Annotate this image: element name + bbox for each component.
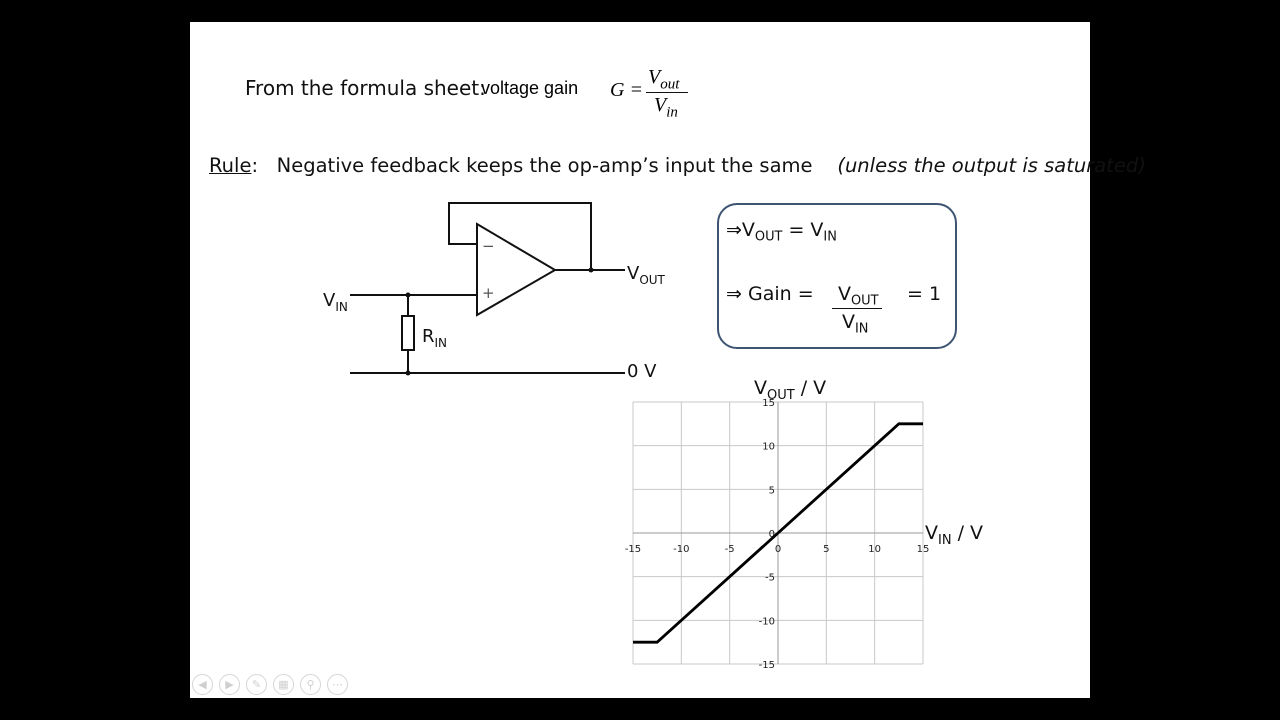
plus-sign: + [482, 284, 495, 302]
gain-result: = 1 [907, 283, 942, 305]
minus-sign: − [482, 237, 495, 255]
feedback-wire [449, 203, 591, 270]
gain-line: ⇒ Gain = [726, 283, 814, 305]
zero-volt-label: 0 V [627, 361, 657, 382]
resistor-rin [402, 316, 414, 350]
slides-icon[interactable]: ▦ [273, 674, 294, 695]
x-tick-label: 10 [868, 544, 882, 555]
input-junction [406, 293, 411, 298]
ground-junction [406, 371, 411, 376]
y-tick-label: -5 [765, 572, 775, 584]
x-tick-label: -15 [624, 544, 642, 555]
rin-label: $R_{IN}$ [422, 326, 448, 350]
formula-numerator: $V_{out}$ [648, 66, 680, 93]
pen-icon[interactable]: ✎ [246, 674, 267, 695]
transfer-chart [610, 370, 1010, 705]
rule-line: Rule: Negative feedback keeps the op-amp’s input the same (unless the output is saturated) [209, 154, 1146, 177]
x-tick-label: -10 [673, 544, 690, 555]
slide [190, 22, 1146, 698]
vout-label: $V_{OUT}$ [627, 263, 665, 287]
vin-label: $V_{IN}$ [323, 290, 348, 314]
voltage-gain-label: voltage gain [481, 78, 579, 98]
gain-denominator: $V_{IN}$ [842, 311, 869, 337]
next-icon[interactable]: ▶ [219, 674, 240, 695]
gain-numerator: $V_{OUT}$ [838, 283, 879, 309]
y-tick-label: -10 [758, 616, 775, 628]
prev-icon[interactable]: ◀ [192, 674, 213, 695]
x-tick-label: -5 [724, 544, 735, 555]
output-junction [589, 268, 594, 273]
y-tick-label: 15 [762, 398, 775, 409]
x-tick-label: 15 [916, 544, 930, 555]
y-tick-label: 0 [768, 529, 775, 540]
y-tick-label: 5 [768, 485, 775, 497]
vout-equals-vin: $\Rightarrow V_{OUT} = V_{IN}$ [726, 219, 837, 245]
y-axis-label: $V_{OUT}$ / V [754, 377, 827, 403]
y-tick-label: 10 [762, 441, 775, 453]
result-box [717, 203, 957, 349]
x-axis-label: $V_{IN}$ / V [925, 522, 984, 548]
zoom-icon[interactable]: ⚲ [300, 674, 321, 695]
transfer-chart-svg [610, 370, 1010, 700]
slideshow-toolbar [192, 674, 348, 695]
x-tick-label: 0 [774, 544, 782, 555]
y-tick-label: -15 [758, 660, 775, 671]
rule-text: Negative feedback keeps the op-amp’s input the same [276, 154, 813, 177]
formula-denominator: $V_{in}$ [654, 94, 678, 121]
gain-fraction-bar [832, 308, 882, 309]
rule-label: Rule [209, 154, 252, 177]
x-tick-label: 5 [823, 544, 830, 555]
formula-g: G = [610, 79, 643, 101]
rule-note: (unless the output is saturated) [837, 154, 1146, 177]
formula-sheet-intro: From the formula sheet: [245, 76, 486, 100]
more-icon[interactable]: ⋯ [327, 674, 348, 695]
